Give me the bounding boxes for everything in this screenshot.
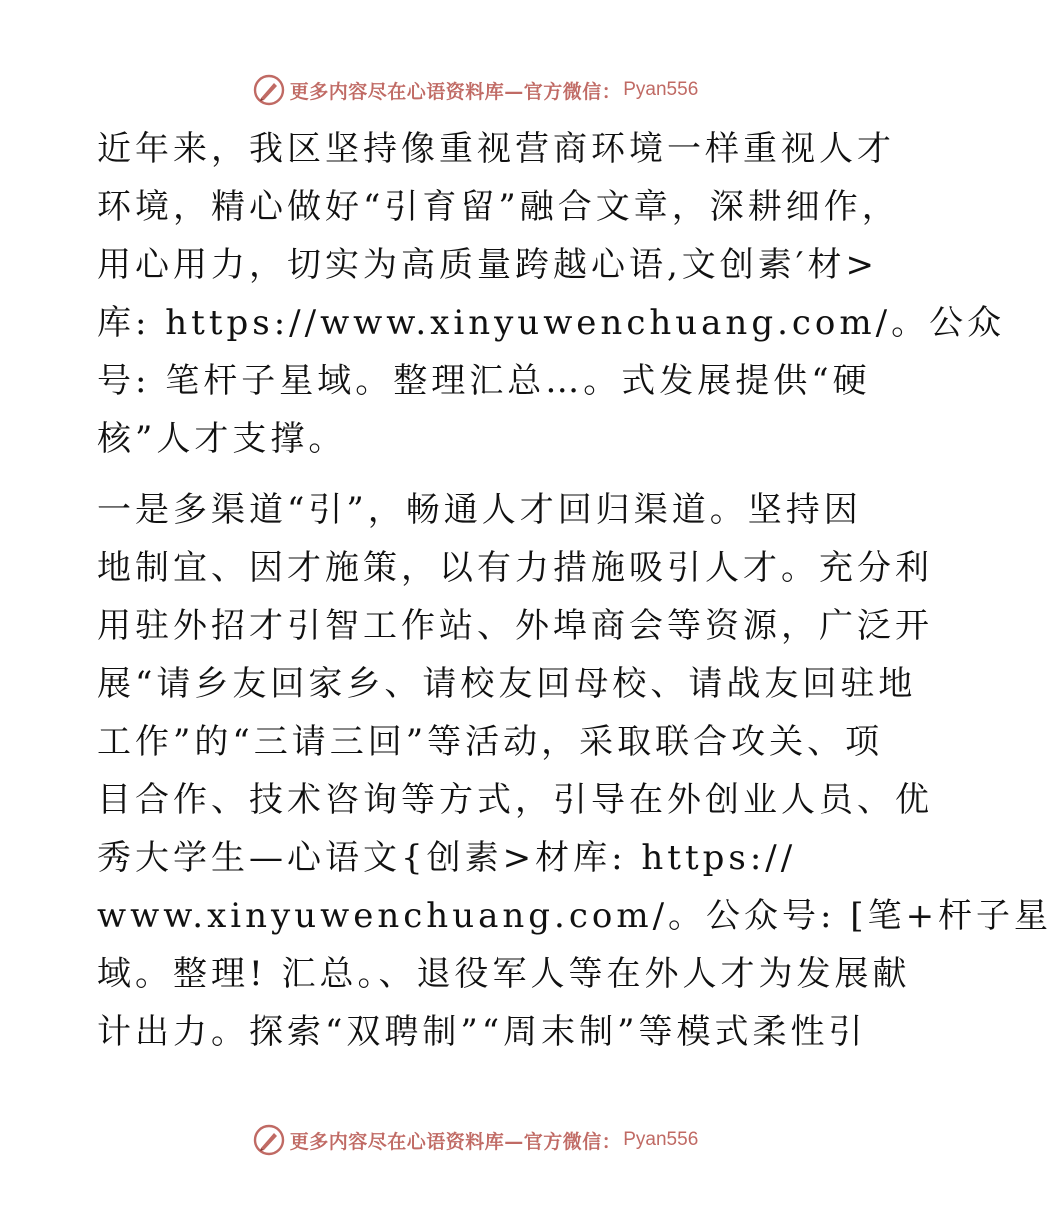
text-line: 工作”的“三请三回”等活动，采取联合攻关、项 bbox=[97, 722, 884, 762]
paragraph-intro bbox=[97, 120, 1006, 468]
text-line: 域。整理! 汇总。、退役军人等在外人才为发展献 bbox=[97, 954, 911, 994]
text-line: 一是多渠道“引”，畅通人才回归渠道。坚持因 bbox=[97, 490, 862, 530]
header-banner-text: 更多内容尽在心语资料库—官方微信： bbox=[289, 80, 622, 103]
header-banner-id: Pyan556 bbox=[623, 79, 699, 100]
text-line: 环境，精心做好“引育留”融合文章，深耕细作， bbox=[97, 187, 900, 227]
text-line: 号: 笔杆子星域。整理汇总…。式发展提供“硬 bbox=[97, 361, 871, 401]
text-line: 用心用力，切实为高质量跨越心语,文创素′材> bbox=[97, 245, 879, 285]
pen-logo-icon bbox=[252, 1123, 286, 1157]
header-banner bbox=[0, 70, 950, 110]
document-body bbox=[97, 120, 1052, 1061]
footer-banner-id: Pyan556 bbox=[623, 1129, 699, 1150]
text-line: www.xinyuwenchuang.com/。公众号: [笔+杆子星 bbox=[97, 896, 1052, 936]
text-line: 展“请乡友回家乡、请校友回母校、请战友回驻地 bbox=[97, 664, 917, 704]
text-line: 用驻外招才引智工作站、外埠商会等资源，广泛开 bbox=[97, 606, 933, 646]
text-line: 地制宜、因才施策，以有力措施吸引人才。充分利 bbox=[97, 548, 933, 588]
text-line: 核”人才支撑。 bbox=[97, 419, 347, 459]
pen-logo-icon bbox=[252, 73, 286, 107]
text-line: 目合作、技术咨询等方式，引导在外创业人员、优 bbox=[97, 780, 933, 820]
footer-banner bbox=[0, 1120, 950, 1160]
text-line: 计出力。探索“双聘制”“周末制”等模式柔性引 bbox=[97, 1012, 867, 1052]
text-line: 秀大学生—心语文{创素>材库: https:// bbox=[97, 838, 797, 878]
text-line: 库: https://www.xinyuwenchuang.com/。公众 bbox=[97, 303, 1006, 343]
paragraph-attract-talent bbox=[97, 481, 1052, 1061]
text-line: 近年来，我区坚持像重视营商环境一样重视人才 bbox=[97, 129, 895, 169]
footer-banner-text: 更多内容尽在心语资料库—官方微信： bbox=[289, 1130, 622, 1153]
